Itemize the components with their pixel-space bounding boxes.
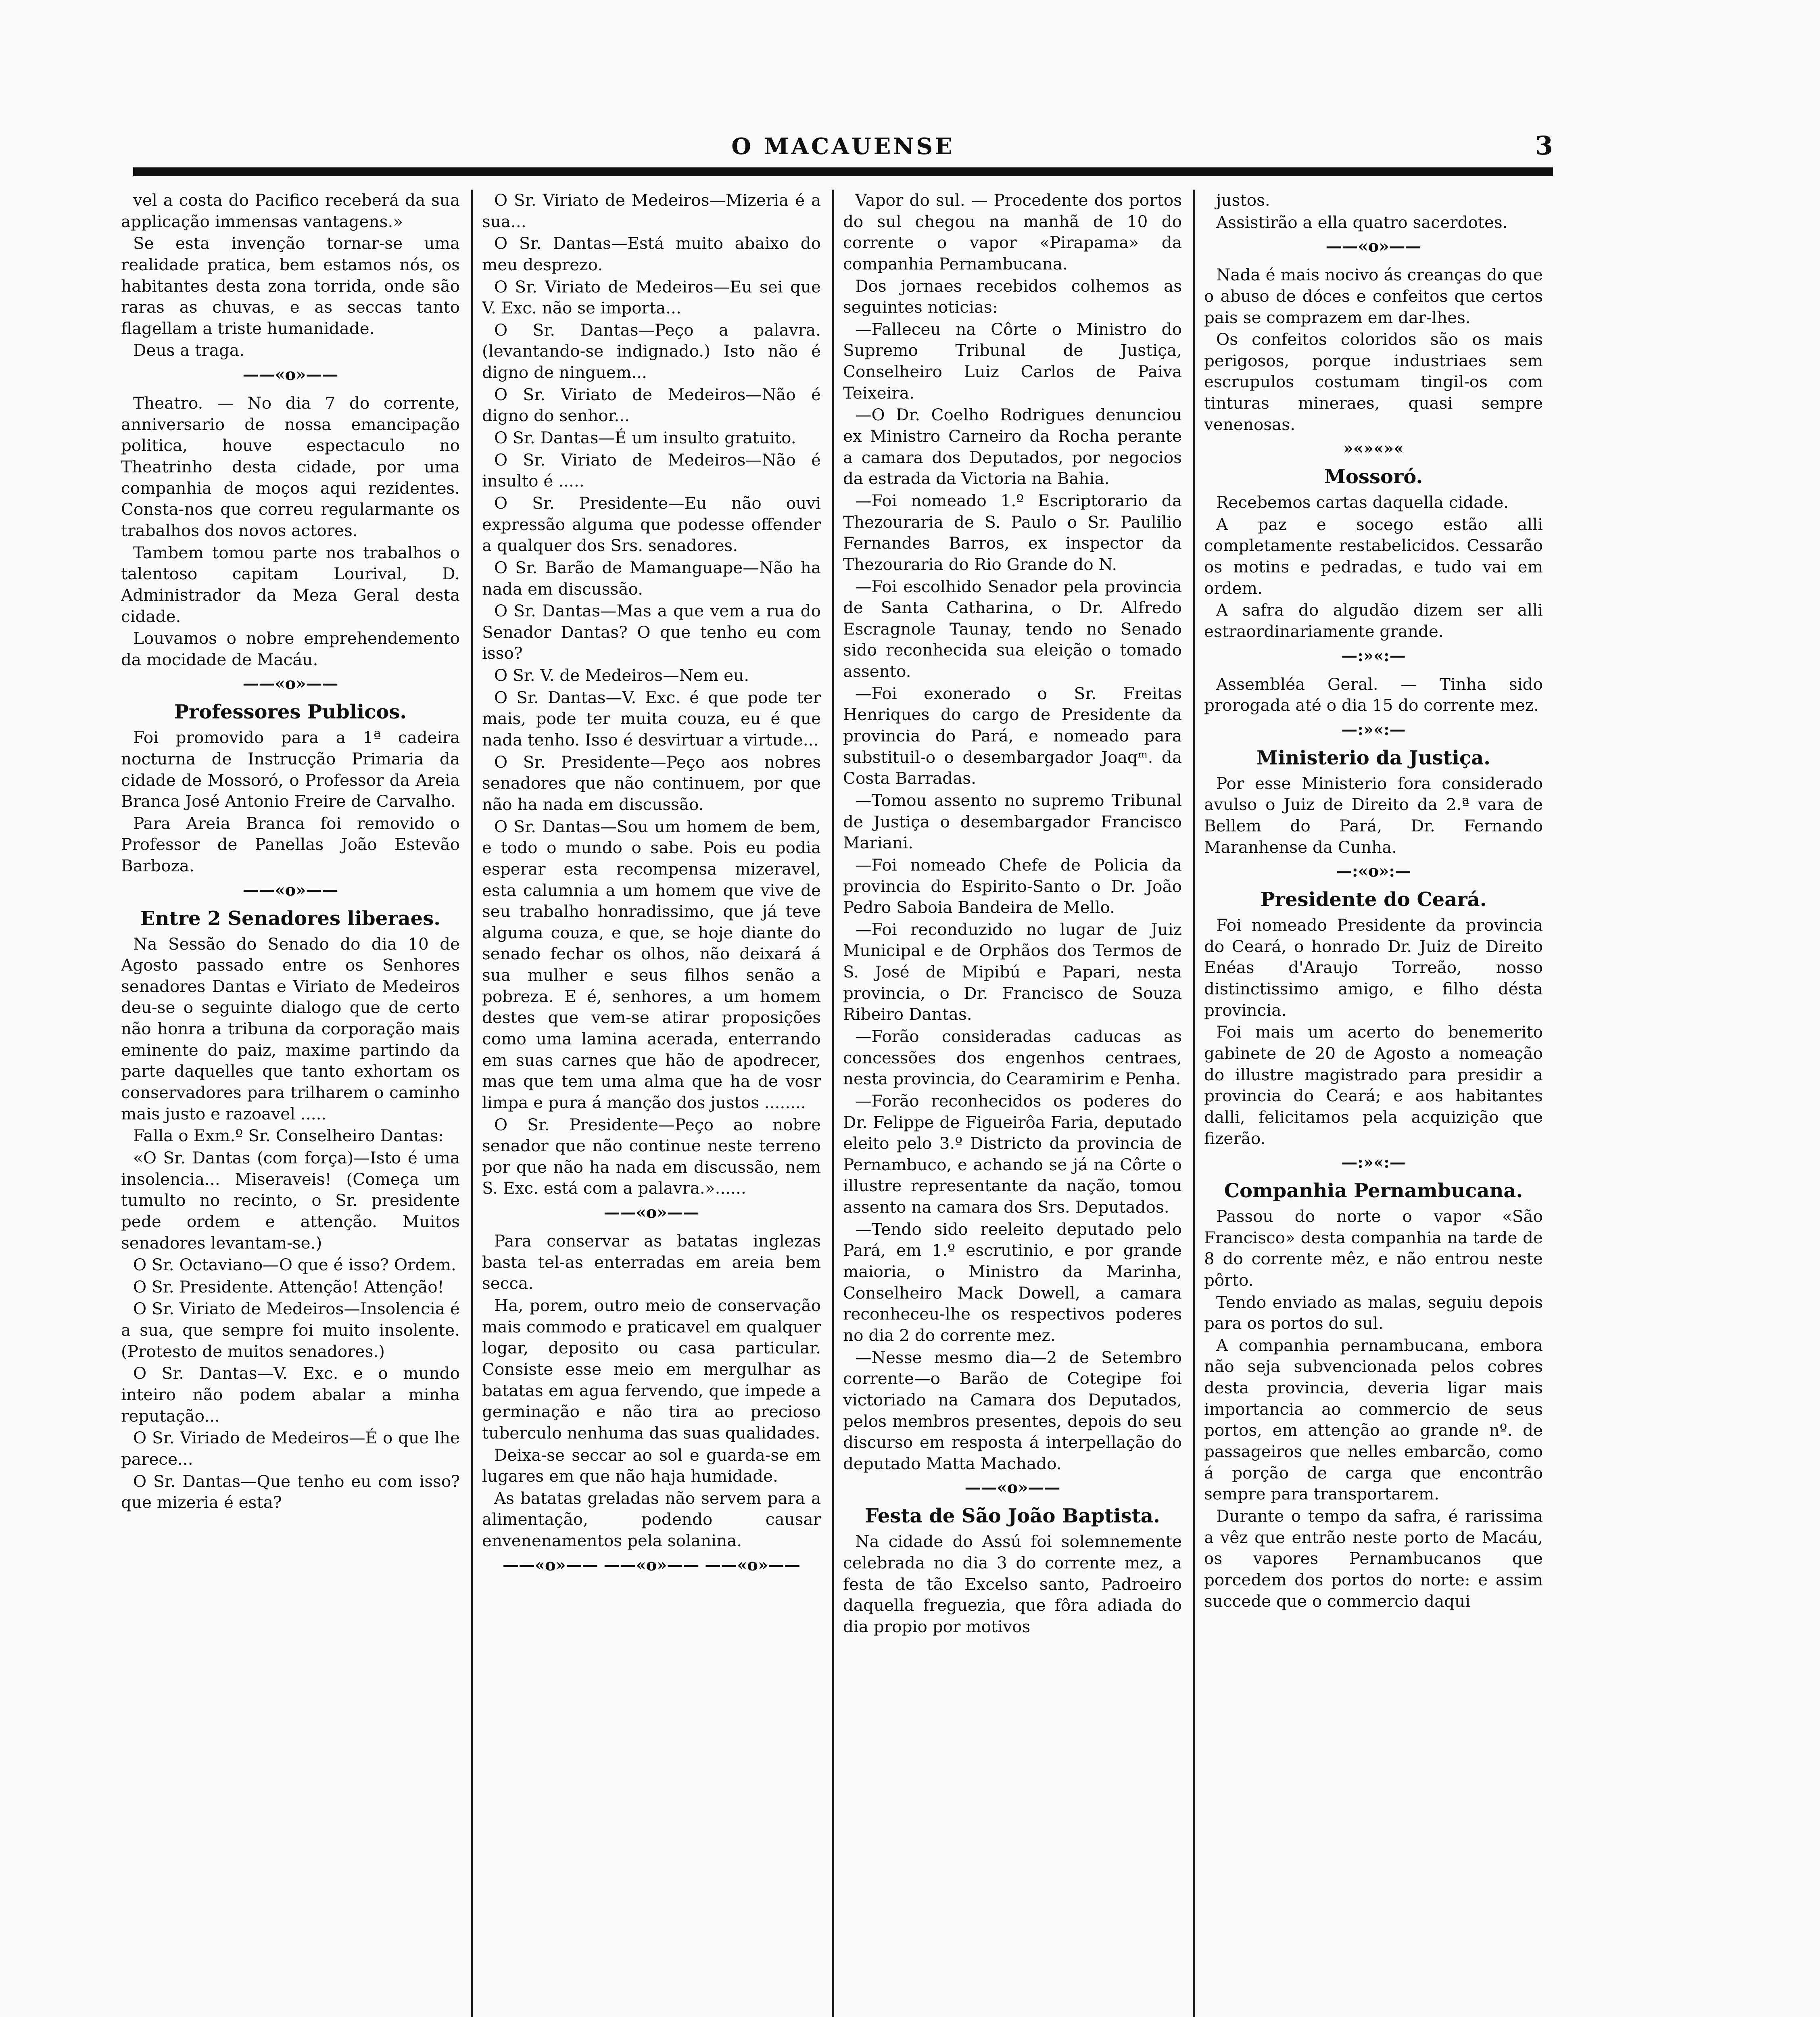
paragraph: O Sr. Viriato de Medeiros—Não é digno do senhor... xyxy=(482,384,821,426)
paragraph: O Sr. Barão de Mamanguape—Não ha nada em discussão. xyxy=(482,557,821,599)
page-number: 3 xyxy=(1535,131,1553,161)
column-rule xyxy=(832,190,834,2017)
paragraph: Louvamos o nobre emprehendemento da mocidade de Macáu. xyxy=(121,628,460,669)
paragraph: justos. xyxy=(1216,190,1270,210)
paragraph: Foi mais um acerto do benemerito gabinete de 20 de Agosto a nomeação do illustre magistrado para presidir a provincia do Ceará; e aos habitantes dalli, felicitamos pela acquizição que fizerão. xyxy=(1204,1022,1543,1148)
paragraph: O Sr. Viriado de Medeiros—É o que lhe parece... xyxy=(121,1428,460,1469)
paragraph: O Sr. Presidente. Attenção! Attenção! xyxy=(133,1277,444,1297)
paragraph: Nada é mais nocivo ás creanças do que o abuso de dóces e confeitos que certos pais se comprazem em dar-lhes. xyxy=(1204,265,1543,327)
section-heading: Presidente do Ceará. xyxy=(1260,888,1487,911)
column-4 xyxy=(1204,190,1543,2017)
paragraph: —Nesse mesmo dia—2 de Setembro corrente—o Barão de Cotegipe foi victoriado na Camara dos Deputados, pelos membros presentes, depois do seu discurso em resposta á interpellação do deputado Matta Machado. xyxy=(843,1347,1182,1473)
section-divider: ——«o»—— xyxy=(1325,237,1421,256)
paragraph: O Sr. Dantas—Que tenho eu com isso? que mizeria é esta? xyxy=(121,1471,460,1512)
paragraph: —Tendo sido reeleito deputado pelo Pará, em 1.º escrutinio, e por grande maioria, o Ministro da Marinha, Conselheiro Mack Dowell, a camara reconheceu-lhe os respectivos poderes no dia 2 do corrente mez. xyxy=(843,1219,1182,1345)
paragraph: Os confeitos coloridos são os mais perigosos, porque industriaes sem escrupulos costumam tingil-os com tinturas mineraes, quasi sempre venenosas. xyxy=(1204,330,1543,434)
paragraph: O Sr. Dantas—É um insulto gratuito. xyxy=(494,428,796,448)
paragraph: Foi promovido para a 1ª cadeira nocturna de Instrucção Primaria da cidade de Mossoró, o Professor da Areia Branca José Antonio Freire de Carvalho. xyxy=(121,728,460,811)
paragraph: Para conservar as batatas inglezas basta tel-as enterradas em areia bem secca. xyxy=(482,1231,821,1293)
paragraph: O Sr. Dantas—Sou um homem de bem, e todo o mundo o sabe. Pois eu podia esperar esta recompensa mizeravel, esta calumnia a um homem que vive de seu trabalho honradissimo, que já teve alguma couza, e que, se hoje diante do senado fechar os olhos, não deixará á sua mulher e seus filhos senão a pobreza. E é, senhores, a um homem destes que vem-se atirar proposições como uma lamina acerada, enterrando em suas carnes que hão de apodrecer, mas que tem uma alma que ha de vosr limpa e pura á manção dos justos ........ xyxy=(482,816,821,1112)
paragraph: Por esse Ministerio fora considerado avulso o Juiz de Direito da 2.ª vara de Bellem do Pará, Dr. Fernando Maranhense da Cunha. xyxy=(1204,773,1543,857)
paragraph: —Forão reconhecidos os poderes do Dr. Felippe de Figueirôa Faria, deputado eleito pelo 3.º Districto da provincia de Pernambuco, e achando se já na Côrte o illustre representante da nação, tomou assento na camara dos Srs. Deputados. xyxy=(843,1091,1182,1217)
paper-title: O MACAUENSE xyxy=(731,133,955,160)
paragraph: O Sr. Viriato de Medeiros—Insolencia é a sua, que sempre foi muito insolente. (Protesto de muitos senadores.) xyxy=(121,1299,460,1361)
paragraph: Na Sessão do Senado do dia 10 de Agosto passado entre os Senhores senadores Dantas e Viriato de Medeiros deu-se o seguinte dialogo que de certo não honra a tribuna da corporação mais eminente do paiz, maxime partindo da parte daquelles que tanto exhortam os conservadores para trilharem o caminho mais justo e razoavel ..... xyxy=(121,934,460,1123)
header-rule xyxy=(133,167,1553,176)
paragraph: —Foi nomeado Chefe de Policia da provincia do Espirito-Santo o Dr. João Pedro Saboia Bandeira de Mello. xyxy=(843,855,1182,917)
paragraph: O Sr. Presidente—Peço ao nobre senador que não continue neste terreno por que não ha nada em discussão, nem S. Exc. está com a palavra.»...... xyxy=(482,1115,821,1198)
column-rule xyxy=(1193,190,1195,2017)
paragraph: Ha, porem, outro meio de conservação mais commodo e praticavel em qualquer logar, deposito ou casa particular. Consiste esse meio em mergulhar as batatas em agua fervendo, que impede a germinação e não tira ao precioso tuberculo nenhuma das suas qualidades. xyxy=(482,1296,821,1443)
paragraph: Falla o Exm.º Sr. Conselheiro Dantas: xyxy=(133,1126,444,1146)
paragraph: O Sr. V. de Medeiros—Nem eu. xyxy=(494,666,749,685)
section-heading: Festa de São João Baptista. xyxy=(865,1505,1160,1528)
paragraph: Tambem tomou parte nos trabalhos o talentoso capitam Lourival, D. Administrador da Meza Geral desta cidade. xyxy=(121,543,460,626)
section-divider: ——«o»—— xyxy=(242,674,338,693)
section-heading: Mossoró. xyxy=(1324,466,1423,489)
paragraph: Assembléa Geral. — Tinha sido prorogada até o dia 15 do corrente mez. xyxy=(1204,674,1543,715)
section-divider: ——«o»—— xyxy=(242,880,338,900)
paragraph: Foi nomeado Presidente da provincia do Ceará, o honrado Dr. Juiz de Direito Enéas d'Araujo Torreão, nosso distinctissimo amigo, e filho désta provincia. xyxy=(1204,915,1543,1020)
paragraph: O Sr. Viriato de Medeiros—Mizeria é a sua... xyxy=(482,190,821,231)
section-heading: Companhia Pernambucana. xyxy=(1224,1180,1523,1203)
paragraph: Na cidade do Assú foi solemnemente celebrada no dia 3 do corrente mez, a festa de tão Excelso santo, Padroeiro daquella freguezia, que fôra adiada do dia propio por motivos xyxy=(843,1532,1182,1636)
column-2 xyxy=(482,190,821,2017)
paragraph: O Sr. Dantas—Está muito abaixo do meu desprezo. xyxy=(482,234,821,274)
paragraph: O Sr. Viriato de Medeiros—Não é insulto é ..... xyxy=(482,450,821,491)
paragraph: Deus a traga. xyxy=(133,340,244,360)
paragraph: O Sr. Octaviano—O que é isso? Ordem. xyxy=(133,1255,456,1275)
section-heading: Entre 2 Senadores liberaes. xyxy=(140,907,440,930)
paragraph: O Sr. Dantas—Peço a palavra. (levantando-se indignado.) Isto não é digno de ninguem... xyxy=(482,320,821,382)
section-divider: ——«o»—— xyxy=(964,1478,1060,1497)
paragraph: —Foi exonerado o Sr. Freitas Henriques do cargo de Presidente da provincia do Pará, e nomeado para substituil-o o desembargador Joaqᵐ. da Costa Barradas. xyxy=(843,683,1182,788)
section-divider: »«»«»« xyxy=(1343,439,1404,458)
paragraph: —Forão consideradas caducas as concessões dos engenhos centraes, nesta provincia, do Cearamirim e Penha. xyxy=(843,1026,1182,1089)
column-3 xyxy=(843,190,1182,2017)
paragraph: «O Sr. Dantas (com força)—Isto é uma insolencia... Miseraveis! (Começa um tumulto no recinto, o Sr. presidente pede ordem e attenção. Muitos senadores levantam-se.) xyxy=(121,1148,460,1253)
paragraph: vel a costa do Pacifico receberá da sua applicação immensas vantagens.» xyxy=(121,190,460,231)
paragraph: O Sr. Dantas—Mas a que vem a rua do Senador Dantas? O que tenho eu com isso? xyxy=(482,601,821,663)
paragraph: As batatas greladas não servem para a alimentação, podendo causar envenenamentos pela solanina. xyxy=(482,1488,821,1551)
section-heading: Ministerio da Justiça. xyxy=(1256,746,1490,769)
section-divider: —:«o»:— xyxy=(1336,862,1411,881)
section-divider: —:»«:— xyxy=(1341,1153,1406,1172)
paragraph: Recebemos cartas daquella cidade. xyxy=(1216,493,1509,512)
paragraph: Tendo enviado as malas, seguiu depois para os portos do sul. xyxy=(1204,1292,1543,1333)
running-head xyxy=(133,133,1553,165)
paragraph: O Sr. Presidente—Eu não ouvi expressão alguma que podesse offender a qualquer dos Srs. senadores. xyxy=(482,493,821,555)
paragraph: A safra do algudão dizem ser alli estraordinariamente grande. xyxy=(1204,600,1543,641)
section-divider: —:»«:— xyxy=(1341,646,1406,665)
paragraph: Para Areia Branca foi removido o Professor de Panellas João Estevão Barboza. xyxy=(121,813,460,876)
paragraph: O Sr. Dantas—V. Exc. é que pode ter mais, pode ter muita couza, eu é que nada tenho. Isso é desvirtuar a virtude... xyxy=(482,687,821,750)
paragraph: Deixa-se seccar ao sol e guarda-se em lugares em que não haja humidade. xyxy=(482,1445,821,1486)
paragraph: Passou do norte o vapor «São Francisco» desta companhia na tarde de 8 do corrente mêz, e não entrou neste pôrto. xyxy=(1204,1206,1543,1290)
paragraph: Assistirão a ella quatro sacerdotes. xyxy=(1216,212,1508,232)
paragraph: A paz e socego estão alli completamente restabelicidos. Cessarão os motins e pedradas, e tudo vai em ordem. xyxy=(1204,514,1543,598)
column-rule xyxy=(471,190,473,2017)
paragraph: Vapor do sul. — Procedente dos portos do sul chegou na manhã de 10 do corrente o vapor «Pirapama» da companhia Pernambucana. xyxy=(843,190,1182,274)
paragraph: O Sr. Presidente—Peço aos nobres senadores que não continuem, por que não ha nada em discussão. xyxy=(482,752,821,814)
section-heading: Professores Publicos. xyxy=(174,701,407,724)
section-divider: ——«o»—— xyxy=(242,365,338,384)
paragraph: —O Dr. Coelho Rodrigues denunciou ex Ministro Carneiro da Rocha perante a camara dos Deputados, por negocios da estrada da Victoria na Bahia. xyxy=(843,405,1182,489)
section-divider: ——«o»—— xyxy=(603,1203,699,1222)
paragraph: Dos jornaes recebidos colhemos as seguintes noticias: xyxy=(843,276,1182,317)
section-divider: —:»«:— xyxy=(1341,720,1406,739)
paragraph: A companhia pernambucana, embora não seja subvencionada pelos cobres desta provincia, deveria ligar mais importancia ao commercio de seus portos, em attenção ao grande nº. de passageiros que nelles embarcão, como á porção de carga que encontrão sempre para transportarem. xyxy=(1204,1335,1543,1504)
paragraph: Se esta invenção tornar-se uma realidade pratica, bem estamos nós, os habitantes desta zona torrida, onde são raras as chuvas, e as seccas tanto flagellam a triste humanidade. xyxy=(121,234,460,338)
paragraph: —Foi nomeado 1.º Escriptorario da Thezouraria de S. Paulo o Sr. Paulilio Fernandes Barros, ex inspector da Thezouraria do Rio Grande do N. xyxy=(843,491,1182,574)
paragraph: Durante o tempo da safra, é rarissima a vêz que entrão neste porto de Macáu, os vapores Pernambucanos que porcedem dos portos do norte: e assim succede que o commercio daqui xyxy=(1204,1506,1543,1611)
paragraph: —Falleceu na Côrte o Ministro do Supremo Tribunal de Justiça, Conselheiro Luiz Carlos de Paiva Teixeira. xyxy=(843,319,1182,403)
column-1 xyxy=(121,190,460,2017)
paragraph: —Foi escolhido Senador pela provincia de Santa Catharina, o Dr. Alfredo Escragnole Taunay, tendo no Senado sido reconhecida sua eleição o tomado assento. xyxy=(843,576,1182,681)
section-divider: ——«o»—— ——«o»—— ——«o»—— xyxy=(503,1555,800,1574)
paragraph: O Sr. Dantas—V. Exc. e o mundo inteiro não podem abalar a minha reputação... xyxy=(121,1363,460,1426)
paragraph: O Sr. Viriato de Medeiros—Eu sei que V. Exc. não se importa... xyxy=(482,277,821,318)
paragraph: Theatro. — No dia 7 do corrente, anniversario de nossa emancipação politica, houve espectaculo no Theatrinho desta cidade, por uma companhia de moços aqui rezidentes. Consta-nos que correu regularmante os trabalhos dos novos actores. xyxy=(121,393,460,540)
paragraph: —Foi reconduzido no lugar de Juiz Municipal e de Orphãos dos Termos de S. José de Mipibú e Papari, nesta provincia, o Dr. Francisco de Souza Ribeiro Dantas. xyxy=(843,919,1182,1024)
columns xyxy=(121,190,1557,2017)
paragraph: —Tomou assento no supremo Tribunal de Justiça o desembargador Francisco Mariani. xyxy=(843,790,1182,853)
